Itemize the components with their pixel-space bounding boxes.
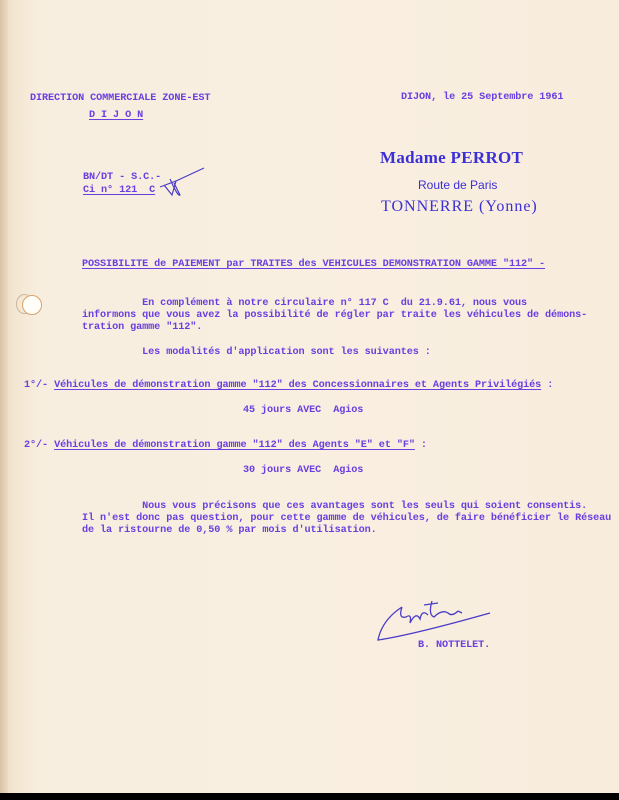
recipient-city: TONNERRE (Yonne) [381,198,538,215]
punch-hole [22,295,42,315]
item-1-heading: Véhicules de démonstration gamme "112" des Concessionnaires et Agents Privilégiés [54,380,542,391]
item-1-number: 1°/- [24,380,49,391]
subject-line: POSSIBILITE de PAIEMENT par TRAITES des VEHICULES DEMONSTRATION GAMME "112" - [82,259,546,270]
item-1-suffix: : [541,380,554,391]
recipient-name: Madame PERROT [380,148,524,167]
initials-mark-icon [158,165,208,205]
item-2-number: 2°/- [24,440,49,451]
item-1 [24,380,553,391]
reference-line-1: BN/DT - S.C.- [83,172,162,183]
intro-line-1: En complément à notre circulaire n° 117 C du 21.9.61, nous vous [82,298,527,309]
reference-line-2: Ci n° 121 C [83,185,156,196]
sender-department: DIRECTION COMMERCIALE ZONE-EST [30,93,211,104]
closing-line-3: de la ristourne de 0,50 % par mois d'utilisation. [82,525,377,536]
intro-line-2: informons que vous avez la possibilité de régler par traite les véhicules de démons- [82,310,588,321]
item-1-terms: 45 jours AVEC Agios [243,405,364,416]
modalities-intro: Les modalités d'application sont les suivantes : [82,347,431,358]
signatory-name: B. NOTTELET. [418,640,491,651]
handwritten-signature-icon [372,595,492,645]
item-2-heading: Véhicules de démonstration gamme "112" des Agents "E" et "F" [54,440,415,451]
item-2 [24,440,427,451]
intro-line-3: tration gamme "112". [82,322,203,333]
recipient-street: Route de Paris [418,178,498,192]
paper-edge-shadow [0,0,8,793]
date-line: DIJON, le 25 Septembre 1961 [401,92,564,103]
item-2-suffix: : [414,440,427,451]
closing-line-2: Il n'est donc pas question, pour cette gamme de véhicules, de faire bénéficier le Réseau [82,513,612,524]
item-2-terms: 30 jours AVEC Agios [243,465,364,476]
sender-city: D I J O N [89,110,144,121]
closing-line-1: Nous vous précisons que ces avantages sont les seuls qui soient consentis. [82,501,588,512]
